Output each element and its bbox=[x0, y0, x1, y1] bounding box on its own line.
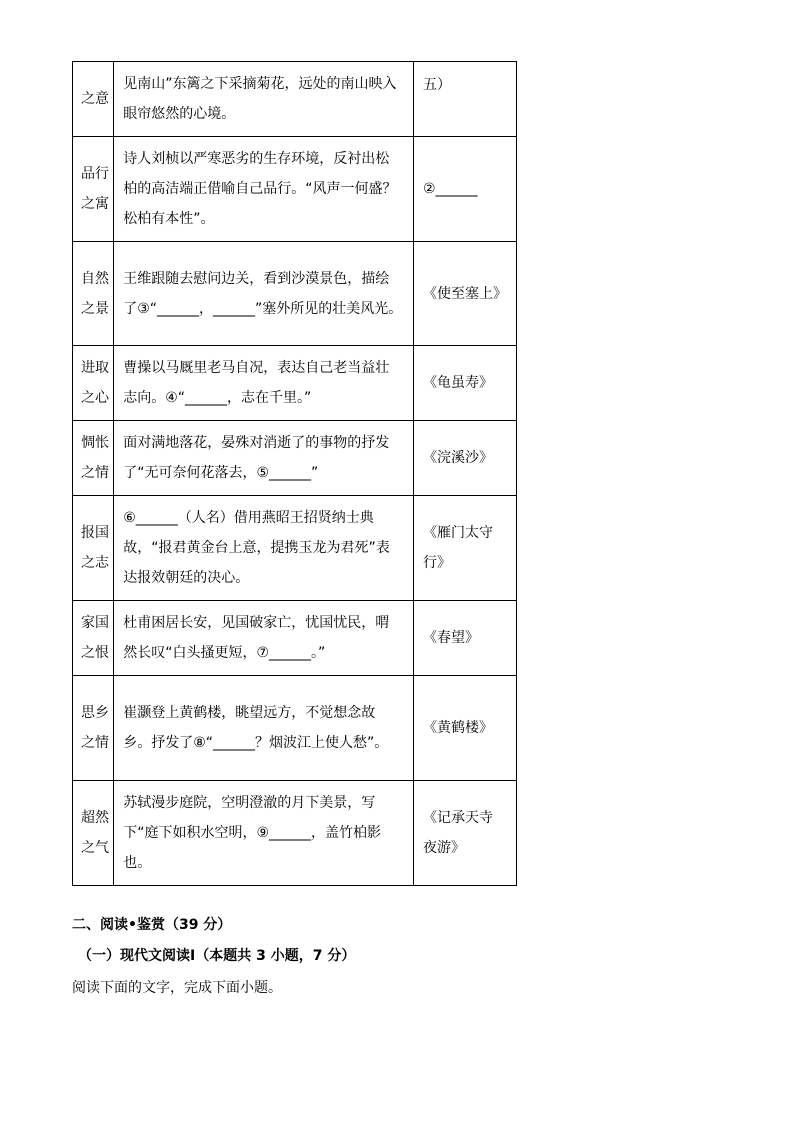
content-cell: 曹操以马厩里老马自况，表达自己老当益壮志向。④“______，志在千里。” bbox=[114, 346, 414, 421]
content-cell: 面对满地落花，晏殊对消逝了的事物的抒发了“无可奈何花落去，⑤______” bbox=[114, 421, 414, 496]
source-cell: 《浣溪沙》 bbox=[413, 421, 516, 496]
source-cell: 《记承天寺夜游》 bbox=[413, 781, 516, 886]
table-row bbox=[73, 137, 517, 242]
table-row bbox=[73, 781, 517, 886]
theme-cell: 自然之景 bbox=[73, 242, 114, 346]
instruction-text: 阅读下面的文字，完成下面小题。 bbox=[72, 980, 282, 996]
content-cell: ⑥______（人名）借用燕昭王招贤纳士典故，“报君黄金台上意，提携玉龙为君死”表达报效朝廷的决心。 bbox=[114, 496, 414, 601]
content-cell: 诗人刘桢以严寒恶劣的生存环境，反衬出松柏的高洁端正借喻自己品行。“风声一何盛？松柏有本性”。 bbox=[114, 137, 414, 242]
theme-cell: 报国之志 bbox=[73, 496, 114, 601]
content-cell: 王维跟随去慰问边关，看到沙漠景色，描绘了③“______，______”塞外所见的壮美风光。 bbox=[114, 242, 414, 346]
theme-cell: 思乡之情 bbox=[73, 676, 114, 781]
section-title: 二、阅读•鉴赏（39 分） bbox=[72, 917, 232, 933]
content-cell: 杜甫困居长安，见国破家亡，忧国忧民，喟然长叹“白头搔更短，⑦______。” bbox=[114, 601, 414, 676]
table-row bbox=[73, 421, 517, 496]
source-cell: 《春望》 bbox=[413, 601, 516, 676]
theme-cell: 进取之心 bbox=[73, 346, 114, 421]
content-cell: 崔灏登上黄鹤楼，眺望远方，不觉想念故乡。抒发了⑧“______？烟波江上使人愁”。 bbox=[114, 676, 414, 781]
subsection-title: （一）现代文阅读Ⅰ（本题共 3 小题，7 分） bbox=[78, 948, 356, 964]
theme-cell: 惆怅之情 bbox=[73, 421, 114, 496]
source-cell: 五） bbox=[413, 62, 516, 137]
theme-cell: 之意 bbox=[73, 62, 114, 137]
table-row bbox=[73, 601, 517, 676]
theme-cell: 品行之寓 bbox=[73, 137, 114, 242]
table-row bbox=[73, 242, 517, 346]
table-row bbox=[73, 496, 517, 601]
theme-cell: 家国之恨 bbox=[73, 601, 114, 676]
source-cell: 《使至塞上》 bbox=[413, 242, 516, 346]
source-cell: ②______ bbox=[413, 137, 516, 242]
table bbox=[72, 61, 517, 886]
theme-cell: 超然之气 bbox=[73, 781, 114, 886]
table-row bbox=[73, 346, 517, 421]
content-cell: 苏轼漫步庭院，空明澄澈的月下美景，写下“庭下如积水空明，⑨______，盖竹柏影也。 bbox=[114, 781, 414, 886]
source-cell: 《龟虽寿》 bbox=[413, 346, 516, 421]
table-row bbox=[73, 62, 517, 137]
content-cell: 见南山”东篱之下采摘菊花，远处的南山映入眼帘悠然的心境。 bbox=[114, 62, 414, 137]
table-row bbox=[73, 676, 517, 781]
source-cell: 《雁门太守行》 bbox=[413, 496, 516, 601]
poetry-table bbox=[72, 61, 517, 886]
source-cell: 《黄鹤楼》 bbox=[413, 676, 516, 781]
